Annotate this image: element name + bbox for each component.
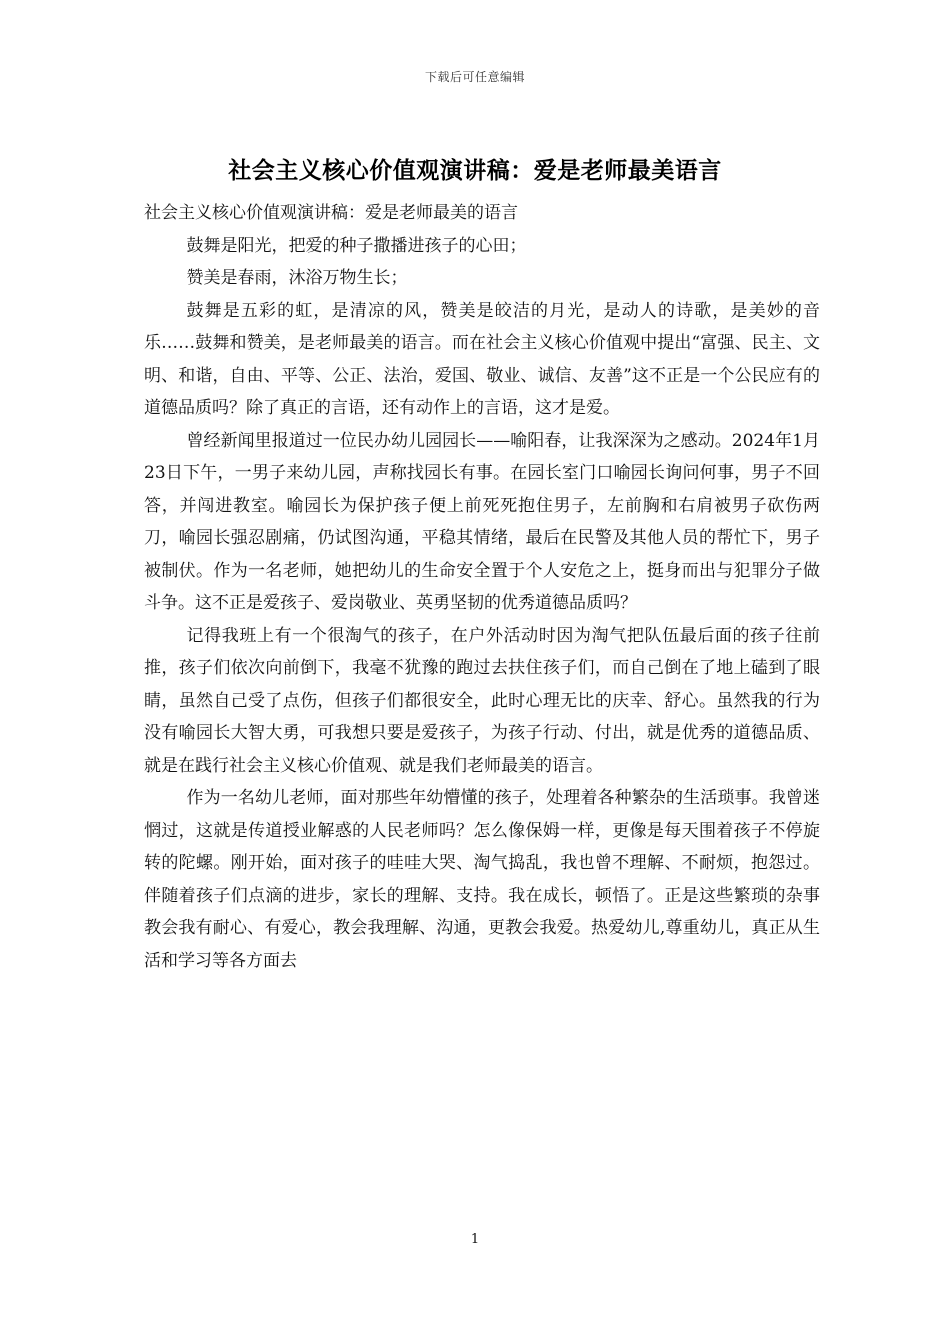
- document-body: [144, 197, 820, 977]
- header-note: 下载后可任意编辑: [424, 70, 525, 84]
- paragraph: 作为一名幼儿老师，面对那些年幼懵懂的孩子，处理着各种繁杂的生活琐事。我曾迷惘过，这就是传道授业解惑的人民老师吗？怎么像保姆一样，更像是每天围着孩子不停旋转的陀螺。刚开始，面对孩子的哇哇大哭、淘气捣乱，我也曾不理解、不耐烦，抱怨过。伴随着孩子们点滴的进步，家长的理解、支持。我在成长，顿悟了。正是这些繁琐的杂事教会我有耐心、有爱心，教会我理解、沟通，更教会我爱。热爱幼儿,尊重幼儿，真正从生活和学习等各方面去: [144, 788, 820, 971]
- paragraph: 曾经新闻里报道过一位民办幼儿园园长——喻阳春，让我深深为之感动。2024年1月23日下午，一男子来幼儿园，声称找园长有事。在园长室门口喻园长询问何事，男子不回答，并闯进教室。喻园长为保护孩子便上前死死抱住男子，左前胸和右肩被男子砍伤两刀，喻园长强忍剧痛，仍试图沟通，平稳其情绪，最后在民警及其他人员的帮忙下，男子被制伏。作为一名老师，她把幼儿的生命安全置于个人安危之上，挺身而出与犯罪分子做斗争。这不正是爱孩子、爱岗敬业、英勇坚韧的优秀道德品质吗？: [144, 430, 820, 613]
- paragraph: 记得我班上有一个很淘气的孩子，在户外活动时因为淘气把队伍最后面的孩子往前推，孩子们依次向前倒下，我毫不犹豫的跑过去扶住孩子们，而自己倒在了地上磕到了眼睛，虽然自己受了点伤，但孩子们都很安全，此时心理无比的庆幸、舒心。虽然我的行为没有喻园长大智大勇，可我想只要是爱孩子，为孩子行动、付出，就是优秀的道德品质、就是在践行社会主义核心价值观、就是我们老师最美的语言。: [144, 625, 820, 776]
- document-title: 社会主义核心价值观演讲稿：爱是老师最美语言: [228, 157, 722, 184]
- page-number: 1: [470, 1232, 480, 1247]
- paragraph: 鼓舞是阳光，把爱的种子撒播进孩子的心田；: [186, 235, 527, 256]
- paragraph-subtitle: 社会主义核心价值观演讲稿：爱是老师最美的语言: [144, 203, 518, 223]
- paragraph: 赞美是春雨，沐浴万物生长；: [186, 268, 408, 288]
- paragraph: 鼓舞是五彩的虹，是清凉的风，赞美是皎洁的月光，是动人的诗歌，是美妙的音乐……鼓舞和赞美，是老师最美的语言。而在社会主义核心价值观中提出“富强、民主、文明、和谐，自由、平等、公正、法治，爱国、敬业、诚信、友善”这不正是一个公民应有的道德品质吗？除了真正的言语，还有动作上的言语，这才是爱。: [144, 300, 820, 418]
